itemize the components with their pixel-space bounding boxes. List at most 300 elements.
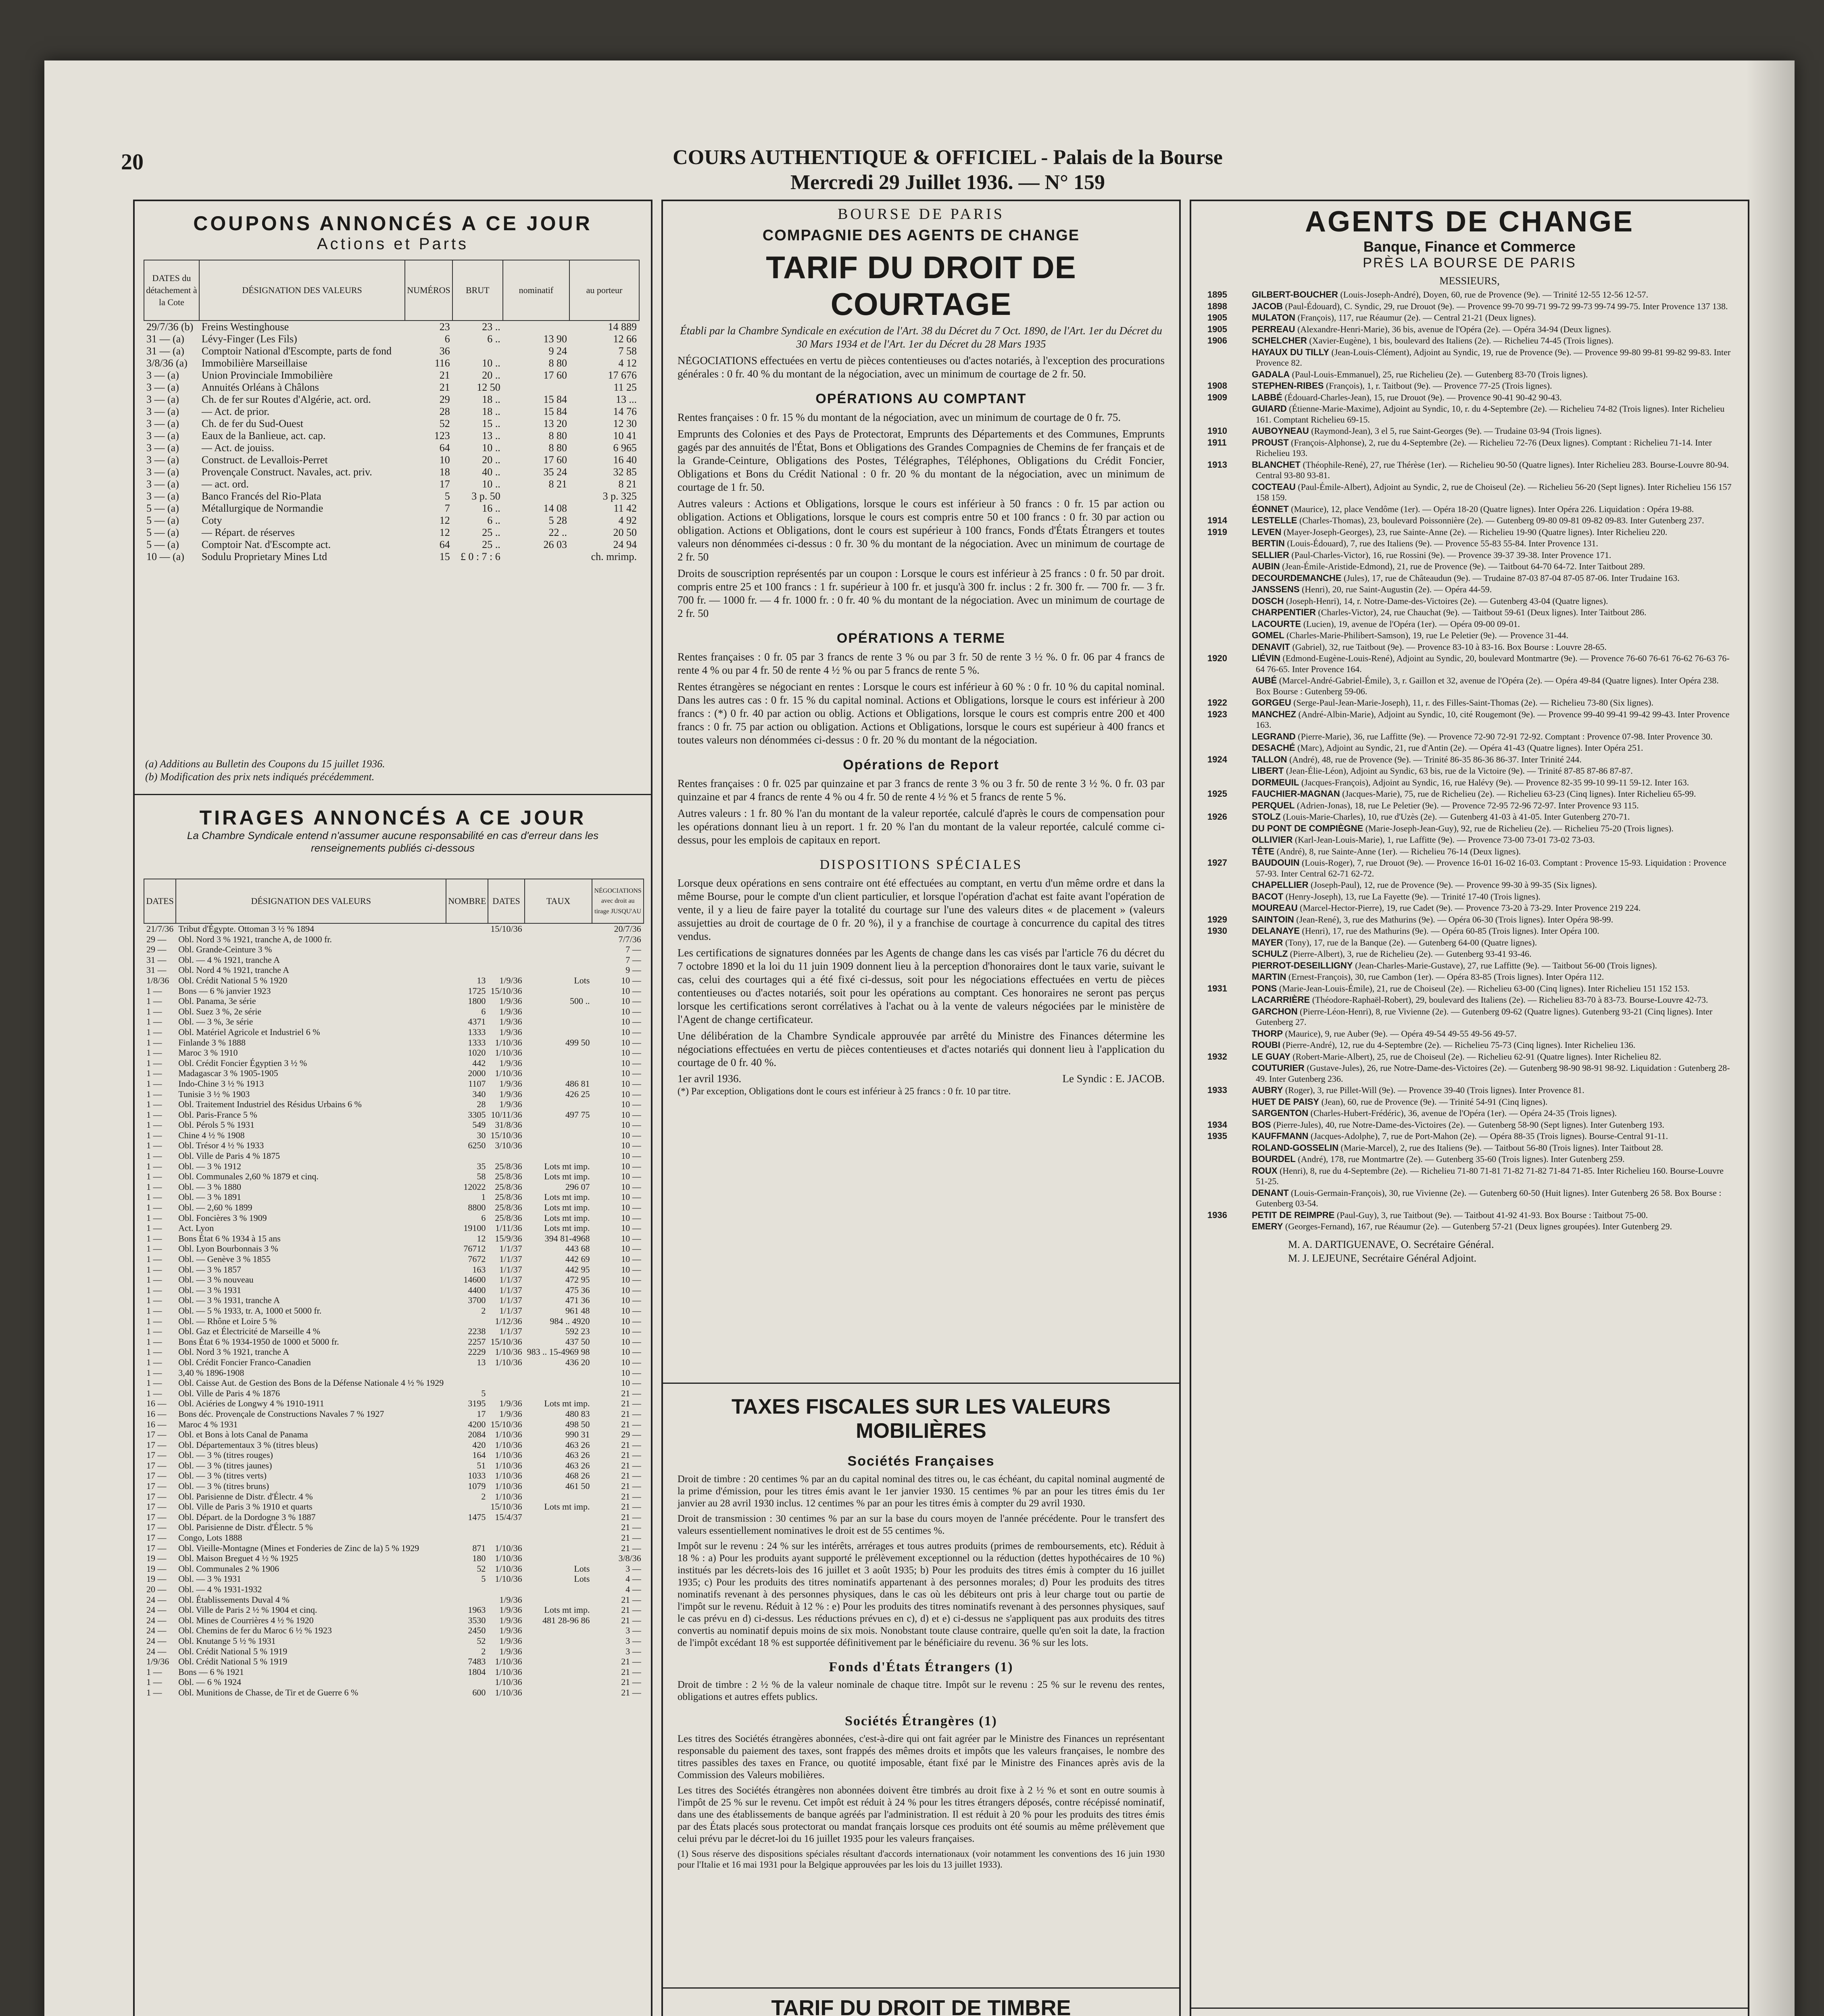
table-cell: 1079 (468, 1481, 486, 1491)
table-cell: Annuités Orléans à Châlons (201, 381, 319, 393)
agent-entry (1207, 584, 1732, 595)
agent-year: 1909 (1207, 392, 1227, 402)
table-row (144, 1584, 644, 1595)
table-cell: 15/10/36 (490, 1130, 522, 1140)
table-cell: 3 — (a) (146, 490, 179, 502)
table-cell: 25/8/36 (495, 1161, 522, 1171)
table-cell: 1804 (468, 1666, 486, 1677)
agent-details: (Jean-Élie-Léon), Adjoint au Syndic, 63 bis, rue de la Victoire (9e). — Trinité 87-85 87-86 87-87. (1286, 766, 1633, 776)
agent-details: (François), 1, r. Taitbout (9e). — Provence 77-25 (Trois lignes). (1326, 381, 1552, 391)
agent-year: 1919 (1207, 527, 1227, 537)
table-cell: 7483 (468, 1656, 486, 1667)
agent-year: 1927 (1207, 858, 1227, 868)
table-row (144, 1316, 644, 1327)
table-cell: 10 — (621, 1140, 641, 1151)
table-cell: Obl. Nord 3 % 1921, tranche A, de 1000 fr. (178, 934, 332, 944)
agent-name: BOURDEL (1252, 1154, 1296, 1164)
table-cell: 8 80 (548, 442, 567, 454)
table-cell (525, 1677, 592, 1687)
terme-2: Rentes étrangères se négociant en rentes : Lorsque le cours est inférieur à 60 % : 0 fr. 10 % du capital nominal. Dans les autres cas : 0 fr. 15 % du capital nominal. Actions et Obligations, lorsque le cours est inférieur à 200 francs : (*) 0 fr. 40 par action ou oblig. Actions et Obligations, lorsque le cours est compris entre 200 et 400 francs : 0 fr. 75 par action ou obligation. Actions et Obligations, lorsque le cours est supérieur à 400 francs et toutes valeurs non dénommées ci-dessus : 0 fr. 20 % du montant de la négociation. (677, 681, 1165, 746)
agent-details: (Charles-Marie-Philibert-Samson), 19, rue Le Peletier (9e). — Provence 31-44. (1286, 630, 1569, 640)
table-cell (525, 1491, 592, 1502)
table-cell: Obl. — 3 % (titres verts) (178, 1470, 267, 1481)
table-cell: 499 50 (565, 1037, 590, 1048)
table-cell (525, 1388, 592, 1399)
table-cell: 11 42 (613, 502, 637, 514)
table-cell: Obl. — 2,60 % 1899 (178, 1202, 252, 1213)
table-cell (446, 1677, 488, 1687)
table-row (144, 1564, 644, 1574)
table-cell: 1 — (146, 1140, 162, 1151)
table-cell: 1/10/36 (495, 1491, 522, 1502)
table-cell: 21 — (621, 1543, 641, 1553)
table-cell: 19 — (146, 1553, 167, 1564)
table-row (144, 944, 644, 955)
table-cell: Obl. Établissements Duval 4 % (178, 1594, 290, 1605)
agent-details: (Georges-Fernand), 167, rue Réaumur (2e). — Gutenberg 57-21 (Deux lignes groupées). Inter Gutenberg 29. (1285, 1221, 1672, 1231)
table-cell: 13 ... (616, 394, 637, 405)
table-cell: Finlande 3 % 1888 (178, 1037, 246, 1048)
table-cell: 123 (434, 430, 450, 442)
table-cell: 5 — (a) (146, 502, 179, 514)
agent-year: 1934 (1207, 1119, 1227, 1130)
table-cell (446, 923, 488, 934)
agent-entry (1207, 482, 1732, 503)
table-cell: Obl. Crédit National 5 % 1919 (178, 1656, 288, 1667)
table-cell: Obl. Nord 4 % 1921, tranche A (178, 965, 290, 975)
agent-details: (Louis-Germain-François), 30, rue Vivienne (2e). — Gutenberg 60-50 (Huit lignes). Inter Gutenberg 26 58. Box Bourse : Gutenberg 03-54. (1256, 1187, 1722, 1208)
agent-entry (1207, 972, 1732, 983)
table-row (144, 955, 644, 965)
table-cell: 20/7/36 (614, 924, 641, 934)
agent-name: DOSCH (1252, 596, 1284, 606)
agent-name: STEPHEN-RIBES (1252, 381, 1324, 391)
agent-entry (1207, 1221, 1732, 1232)
table-cell: 10 — (621, 996, 641, 1006)
table-cell: Obl. — 3 % 1912 (178, 1161, 242, 1171)
table-cell: 24 — (146, 1594, 167, 1605)
table-cell: 16 — (146, 1398, 167, 1409)
table-cell: 25/8/36 (495, 1192, 522, 1202)
table-cell: Obl. Knutange 5 ½ % 1931 (178, 1635, 276, 1646)
table-cell: 3 — (a) (146, 369, 179, 381)
agent-details: (Roger), 3, rue Pillet-Will (9e). — Provence 39-40 (Trois lignes). Inter Provence 81. (1285, 1085, 1584, 1095)
table-cell: 1/9/36 (499, 1058, 522, 1068)
table-row (144, 1522, 644, 1533)
table-cell: 1 — (146, 1347, 162, 1357)
table-cell: Coty (201, 514, 222, 526)
table-row (144, 975, 644, 986)
table-cell: 2450 (468, 1625, 486, 1636)
table-cell: 1 — (146, 1666, 162, 1677)
table-cell: 18 (439, 466, 450, 478)
agent-name: LIBERT (1252, 766, 1284, 776)
table-cell: 8 80 (548, 357, 567, 369)
agent-name: SCHULZ (1252, 949, 1288, 959)
table-cell (488, 1584, 524, 1595)
table-row (144, 1048, 644, 1058)
agent-details: (Marie-Jean-Louis-Émile), 21, rue de Choiseul (2e). — Richelieu 63-00 (Cinq lignes). Inter Richelieu 151 152 153. (1279, 983, 1690, 993)
taxes-etr-1: Les titres des Sociétés étrangères abonnées, c'est-à-dire qui ont fait agréer par le Ministre des Finances un représentant responsable du paiement des taxes, sont frappés des mêmes droits et impôts que les valeurs françaises, le nombre des titres passibles des taxes en France, ou quotité imposable, étant fixé par le Ministre des Finances après avis de la Commission des Valeurs mobilières. (677, 1733, 1165, 1781)
agent-year: 1906 (1207, 335, 1227, 346)
table-cell: Obl. Départementaux 3 % (titres bleus) (178, 1439, 318, 1450)
table-row (144, 1615, 644, 1626)
table-cell: Obl. — 3 % (titres jaunes) (178, 1460, 272, 1470)
disp-2: Les certifications de signatures données par les Agents de change dans les cas visés par l'article 76 du décret du 7 octobre 1890 et la loi du 11 juin 1909 donnent lieu à la perception d'honoraires dont le taux varie, suivant le cas, celui des courtages qui a été fixé ci-dessus, soit pour les négociations effectuées en vertu de pièces contentieuses ou d'actes notariés, soit pour les opérations au comptant. Ces honoraires ne seront pas perçus lorsque les certifications seront corrélatives à l'achat ou à la vente de valeurs négociées par le ministère de l'Agent de change certificateur. (677, 947, 1165, 1025)
table-cell: 4 12 (618, 357, 637, 369)
table-cell: 17 — (146, 1502, 167, 1512)
agent-details: (Charles-Hubert-Frédéric), 36, avenue de l'Opéra (1er). — Opéra 24-35 (Trois lignes). (1310, 1108, 1617, 1118)
table-cell: Obl. — 3 % 1880 (178, 1181, 242, 1192)
table-cell: 3700 (468, 1295, 486, 1306)
table-cell: 10 — (621, 1171, 641, 1182)
table-cell (525, 1595, 592, 1605)
table-cell: 17 — (146, 1460, 167, 1470)
agent-name: DENANT (1252, 1187, 1289, 1198)
agent-entry (1207, 437, 1732, 459)
table-cell: 17 — (146, 1491, 167, 1502)
table-cell: 17 — (146, 1543, 167, 1553)
header-line-2: Mercredi 29 Juillet 1936. — N° 159 (790, 171, 1105, 194)
table-row (144, 1326, 644, 1337)
table-cell: 25/8/36 (495, 1171, 522, 1182)
agent-name: THORP (1252, 1028, 1283, 1039)
table-cell (488, 1368, 524, 1378)
agent-name: CHAPELLIER (1252, 880, 1309, 890)
table-cell: 21 — (621, 1388, 641, 1398)
col-porteur: au porteur (569, 260, 639, 321)
table-cell: 1/9/36 (499, 1006, 522, 1016)
table-cell: 17 60 (543, 369, 567, 381)
agent-name: LEGRAND (1252, 731, 1296, 741)
table-cell: 1/10/36 (495, 1563, 522, 1574)
table-cell: 1 — (146, 1058, 162, 1068)
comptant-4: Droits de souscription représentés par un coupon : Lorsque le cours est inférieur à 25 francs : 0 fr. 50 par droit. compris entre 25 et 100 francs : 1 fr. supérieur à 100 fr. et jusqu'à 300 fr. inclus : 2 fr. 300 fr. — 700 fr. — 3 fr. 700 fr. — 1000 fr. — 4 fr. 1000 fr. : 0 fr. 40 % du montant de la négociation. Avec un minimum de courtage de 2 fr. 50 (677, 567, 1165, 619)
agent-name: OLLIVIER (1252, 835, 1293, 845)
table-cell: 3 — (625, 1563, 641, 1574)
page-header (605, 145, 1290, 195)
table-cell: 1 — (146, 1305, 162, 1316)
table-cell: 7 — (625, 944, 641, 955)
table-cell: 15 84 (543, 406, 567, 417)
table-cell: 24 — (146, 1615, 167, 1625)
table-cell: 1 — (146, 1326, 162, 1337)
table-cell (525, 1099, 592, 1110)
table-row (144, 1285, 644, 1295)
table-cell: Obl. Paris-France 5 % (178, 1109, 257, 1120)
table-cell: 1/10/36 (495, 1439, 522, 1450)
table-row (144, 1295, 644, 1306)
table-cell: Obl. Pérols 5 % 1931 (178, 1120, 255, 1130)
table-cell: Lots (574, 975, 590, 985)
table-cell (525, 1368, 592, 1378)
agent-entry (1207, 995, 1732, 1006)
table-cell: Maroc 3 % 1910 (178, 1048, 238, 1058)
table-cell: 10 — (621, 1223, 641, 1233)
agent-entry (1207, 777, 1732, 788)
table-row (144, 1553, 644, 1564)
agent-details: (Jacques-François), Adjoint au Syndic, 16, rue Halévy (9e). — Provence 82-35 99-10 99-11 59-12. Inter 163. (1301, 777, 1689, 787)
table-cell: 21 — (621, 1533, 641, 1543)
table-cell: 21 — (621, 1666, 641, 1677)
table-cell: 1 — (146, 1388, 162, 1398)
divider (663, 1987, 1179, 1989)
table-cell: Obl. Aciéries de Longwy 4 % 1910-1911 (178, 1398, 324, 1409)
coupons-table (144, 260, 640, 563)
table-cell: Banco Francés del Rio-Plata (201, 490, 321, 502)
agent-entry (1207, 550, 1732, 561)
table-cell (503, 490, 569, 502)
agent-entry (1207, 812, 1732, 823)
table-cell: Maroc 4 % 1931 (178, 1419, 238, 1429)
table-row (144, 478, 639, 490)
table-cell: 1 — (146, 1378, 162, 1388)
agent-details: (Marcel-Hector-Pierre), 19, rue Cadet (9e). — Provence 73-20 à 73-29. Inter Provence 219 224. (1300, 903, 1641, 913)
table-cell (525, 923, 592, 934)
table-cell: 10 — (621, 1202, 641, 1213)
bourse-de-paris: BOURSE DE PARIS (838, 206, 1005, 223)
agent-name: GADALA (1252, 369, 1290, 379)
table-row (144, 986, 644, 996)
table-cell: 15/10/36 (490, 1336, 522, 1347)
table-cell: 19 — (146, 1563, 167, 1574)
table-cell: 30 (477, 1130, 486, 1140)
table-cell: Obl. Ville de Paris 3 % 1910 et quarts (178, 1502, 313, 1512)
agent-details: (Henri), 20, rue Saint-Augustin (2e). — Opéra 44-59. (1302, 584, 1492, 594)
table-cell (525, 1512, 592, 1522)
table-cell: 1/9/36 (499, 1646, 522, 1656)
table-row (144, 1357, 644, 1368)
table-cell: — Act. de prior. (201, 406, 270, 417)
table-cell: Congo, Lots 1888 (178, 1533, 242, 1543)
table-cell: 10 — (621, 1275, 641, 1285)
table-cell: 475 36 (565, 1285, 590, 1295)
table-cell: 1 — (146, 1254, 162, 1264)
table-cell: 13 (477, 1357, 486, 1367)
table-cell: 1 — (146, 1078, 162, 1089)
table-cell (446, 965, 488, 975)
agent-entry (1207, 607, 1732, 618)
table-cell (525, 1636, 592, 1646)
table-row (144, 1182, 644, 1192)
table-row (144, 1223, 644, 1233)
agent-details: (Louis-Joseph-André), Doyen, 60, rue de Provence (9e). — Trinité 12-55 12-56 12-57. (1340, 289, 1649, 300)
table-row (144, 454, 639, 466)
agent-entry (1207, 324, 1732, 335)
table-cell: 1 — (146, 1233, 162, 1243)
table-cell: 1 — (146, 1357, 162, 1367)
agent-name: AUBRY (1252, 1085, 1283, 1095)
table-cell (488, 1151, 524, 1161)
table-cell (488, 944, 524, 955)
coupons-notes (145, 758, 637, 783)
table-cell: 1/10/36 (495, 1553, 522, 1564)
table-cell (525, 965, 592, 975)
table-cell (525, 1522, 592, 1533)
table-cell: 21 — (621, 1450, 641, 1460)
table-row (144, 1016, 644, 1027)
agent-details: (Maurice), 9, rue Auber (9e). — Opéra 49-54 49-55 49-56 49-57. (1285, 1028, 1517, 1039)
secretary-general-adjoint: M. J. LEJEUNE, Secrétaire Général Adjoint. (1288, 1252, 1477, 1264)
agent-entry (1207, 800, 1732, 811)
agent-details: (Pierre-Jules), 40, rue Notre-Dame-des-Victoires (2e). — Gutenberg 58-90 (Sept lignes). Inter Gutenberg 193. (1273, 1119, 1665, 1130)
agent-entry (1207, 1210, 1732, 1221)
table-cell: 21 — (621, 1481, 641, 1491)
courtage-asterisk: (*) Par exception, Obligations dont le cours est inférieur à 25 francs : 0 fr. 10 par titre. (677, 1086, 1011, 1097)
table-cell: 21 — (621, 1594, 641, 1605)
table-cell: 25/8/36 (495, 1202, 522, 1213)
agent-entry (1207, 1131, 1732, 1142)
table-cell: 983 .. 15-4969 98 (527, 1347, 590, 1357)
table-cell: Obl. Munitions de Chasse, de Tir et de Guerre 6 % (178, 1687, 359, 1697)
table-cell: 25 .. (482, 539, 500, 550)
tirages-title: TIRAGES ANNONCÉS A CE JOUR (199, 806, 586, 829)
agent-entry (1207, 949, 1732, 960)
table-cell: 1/1/37 (499, 1275, 522, 1285)
table-cell: 3 — (a) (146, 418, 179, 429)
table-cell: 31 — (a) (146, 333, 184, 345)
table-cell: 25/8/36 (495, 1181, 522, 1192)
table-cell: 12 (439, 527, 450, 538)
table-cell: 21 — (621, 1687, 641, 1697)
table-cell: 17 — (146, 1533, 167, 1543)
table-cell: Obl. Maison Breguet 4 ½ % 1925 (178, 1553, 298, 1564)
table-row (144, 1264, 644, 1275)
table-cell: 4 92 (618, 514, 637, 526)
table-cell: 1 — (146, 1016, 162, 1027)
table-cell (525, 944, 592, 955)
table-cell: 10 — (621, 1078, 641, 1089)
agent-entry (1207, 1052, 1732, 1062)
agent-details: (Jacques-Marie), 75, rue de Richelieu (2e). — Richelieu 63-23 (Cinq lignes). Inter Richelieu 65-99. (1342, 789, 1696, 799)
agent-name: LACOURTE (1252, 619, 1301, 629)
table-row (144, 1656, 644, 1667)
table-row (144, 1677, 644, 1687)
agent-details: (Paul-Édouard), C. Syndic, 29, rue Drouot (9e). — Provence 99-70 99-71 99-72 99-73 99-74 99-75. Inter Provence 137 138. (1285, 301, 1728, 311)
table-cell: 1 — (146, 1130, 162, 1140)
table-cell: 8 80 (548, 430, 567, 442)
agent-name: GUIARD (1252, 404, 1287, 414)
agent-entry (1207, 460, 1732, 481)
table-cell: Indo-Chine 3 ½ % 1913 (178, 1078, 264, 1089)
agent-name: MOUREAU (1252, 903, 1298, 913)
table-cell (525, 1027, 592, 1037)
table-cell: Obl. Grande-Ceinture 3 % (178, 944, 272, 955)
table-cell: 23 .. (482, 321, 500, 333)
table-cell: 14 889 (608, 321, 637, 333)
table-row (144, 551, 639, 563)
table-row (144, 1595, 644, 1605)
table-cell: 14 08 (543, 502, 567, 514)
divider (663, 1383, 1179, 1384)
table-cell: 1/10/36 (495, 1677, 522, 1687)
agent-name: COCTEAU (1252, 481, 1296, 492)
table-cell: 1725 (468, 985, 486, 996)
agent-name: PERQUEL (1252, 800, 1295, 810)
table-cell: 463 26 (565, 1460, 590, 1470)
table-cell: 6 (481, 1212, 486, 1223)
table-cell: 1033 (468, 1470, 486, 1481)
table-cell: 1 — (146, 1048, 162, 1058)
table-cell (525, 1058, 592, 1068)
agent-entry (1207, 880, 1732, 891)
table-cell (525, 1130, 592, 1141)
table-cell: 437 50 (565, 1336, 590, 1347)
table-cell: 28 (477, 1099, 486, 1110)
table-cell: 16 .. (482, 502, 500, 514)
table-cell: Obl. Parisienne de Distr. d'Électr. 4 % (178, 1491, 313, 1502)
table-cell (525, 1140, 592, 1151)
agent-details: (André), 8, rue Sainte-Anne (1er). — Richelieu 76-14 (Deux lignes). (1276, 846, 1521, 856)
table-cell: 10 (439, 454, 450, 466)
agent-entry (1207, 743, 1732, 754)
right-column (1190, 200, 1749, 2016)
table-cell: 28 (439, 406, 450, 417)
agent-details: (Édouard-Charles-Jean), 15, rue Drouot (9e). — Provence 90-41 90-42 90-43. (1284, 392, 1562, 402)
agent-year: 1935 (1207, 1131, 1227, 1141)
table-cell: 1/10/36 (495, 1543, 522, 1553)
agent-entry (1207, 1108, 1732, 1119)
table-cell: Eaux de la Banlieue, act. cap. (201, 430, 326, 442)
table-cell: 1/1/37 (499, 1305, 522, 1316)
table-cell: Bons déc. Provençale de Constructions Navales 7 % 1927 (178, 1408, 384, 1419)
table-cell: Obl. Départ. de la Dordogne 3 % 1887 (178, 1512, 316, 1522)
table-cell (525, 986, 592, 996)
agent-name: BACOT (1252, 891, 1284, 902)
table-cell: 463 26 (565, 1450, 590, 1460)
table-cell: 10 — (621, 1089, 641, 1099)
table-row (144, 1450, 644, 1460)
agent-details: (Marie-Joseph-Jean-Guy), 92, rue de Richelieu (2e). — Richelieu 75-20 (Trois lignes). (1365, 823, 1674, 833)
agent-details: (Maurice), 12, place Vendôme (1er). — Opéra 18-20 (Quatre lignes). Inter Opéra 226. Liquidation : Opéra 19-88. (1291, 504, 1694, 514)
table-row (144, 1419, 644, 1430)
agent-entry (1207, 858, 1732, 879)
table-cell (446, 1368, 488, 1378)
agent-details: (Théophile-René), 27, rue Thérèse (1er). — Richelieu 90-50 (Quatre lignes). Inter Richelieu 283. Bourse-Louvre 80-94. Central 93-80 93-81. (1256, 459, 1729, 480)
table-cell: 17 — (146, 1481, 167, 1491)
table-cell: 5 (481, 1574, 486, 1584)
table-cell: 31 — (a) (146, 345, 184, 357)
table-cell: 17 — (146, 1450, 167, 1460)
agent-name: DU PONT DE COMPIÈGNE (1252, 823, 1363, 833)
table-cell: 21 — (621, 1512, 641, 1522)
table-cell: 442 69 (565, 1254, 590, 1264)
table-cell: 471 36 (565, 1295, 590, 1306)
table-cell: 12 (439, 514, 450, 526)
table-row (144, 502, 639, 514)
table-cell: 10 — (621, 1058, 641, 1068)
table-cell: 1 — (146, 1285, 162, 1295)
table-row (144, 1491, 644, 1502)
table-cell: 29 — (621, 1429, 641, 1440)
report-title: Opérations de Report (843, 757, 999, 773)
col-taux: TAUX (525, 879, 592, 923)
table-cell: 1 — (146, 1243, 162, 1254)
coupons-subtitle: Actions et Parts (317, 235, 469, 253)
table-row (144, 1502, 644, 1512)
table-cell: Obl. Nord 3 % 1921, tranche A (178, 1347, 290, 1357)
table-cell: 10 — (621, 1016, 641, 1027)
table-cell: Ch. de fer sur Routes d'Algérie, act. ord. (201, 394, 371, 405)
table-cell: Obl. Ville de Paris 4 % 1876 (178, 1388, 280, 1398)
table-cell: Obl. Suez 3 %, 2e série (178, 1006, 262, 1016)
table-cell: £ 0 : 7 : 6 (460, 551, 500, 562)
table-cell: Obl. et Bons à lots Canal de Panama (178, 1429, 308, 1440)
table-cell: — Répart. de réserves (201, 527, 295, 538)
agent-year: 1925 (1207, 789, 1227, 799)
agent-name: AUBIN (1252, 561, 1280, 571)
table-cell: 5 28 (548, 514, 567, 526)
